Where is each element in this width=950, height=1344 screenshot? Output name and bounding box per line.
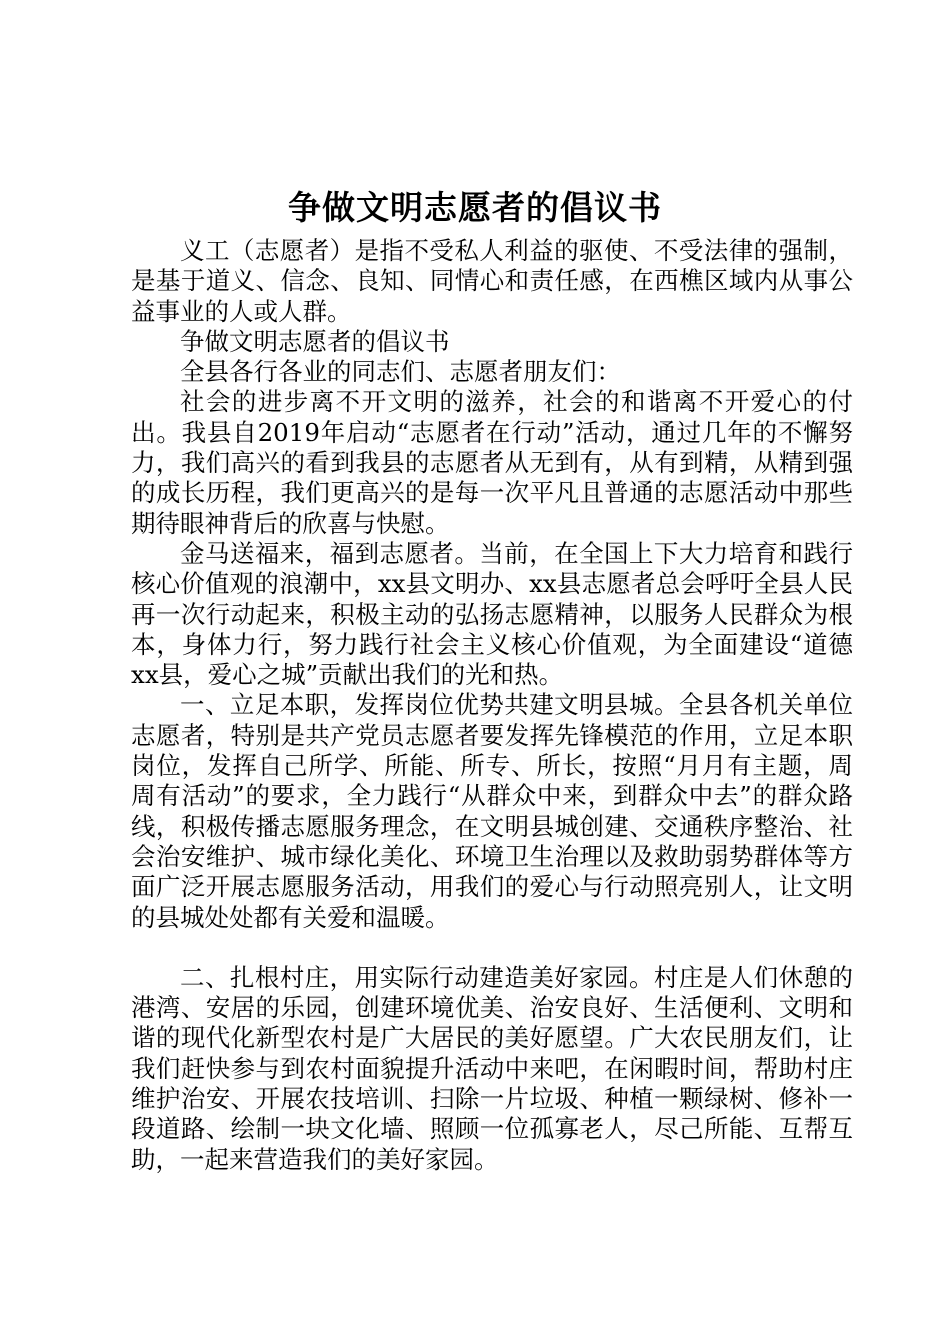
paragraph-progress: 社会的进步离不开文明的滋养，社会的和谐离不开爱心的付出。我县自2019年启动“志愿者在行动”活动，通过几年的不懈努力，我们高兴的看到我县的志愿者从无到有，从有到精，从精到强的成长历程，我们更高兴的是每一次平凡且普通的志愿活动中那些期待眼神背后的欣喜与快慰。 xyxy=(131,387,853,538)
document-title: 争做文明志愿者的倡议书 xyxy=(288,188,662,227)
paragraph-subtitle: 争做文明志愿者的倡议书 xyxy=(180,326,450,356)
paragraph-point-one: 一、立足本职，发挥岗位优势共建文明县城。全县各机关单位志愿者，特别是共产党员志愿者要发挥先锋模范的作用，立足本职岗位，发挥自己所学、所能、所专、所长，按照“月月有主题，周周有活动”的要求，全力践行“从群众中来，到群众中去”的群众路线，积极传播志愿服务理念，在文明县城创建、交通秩序整治、社会治安维护、城市绿化美化、环境卫生治理以及救助弱势群体等方面广泛开展志愿服务活动，用我们的爱心与行动照亮别人，让文明的县城处处都有关爱和温暖。 xyxy=(131,690,853,932)
paragraph-salutation: 全县各行各业的同志们、志愿者朋友们： xyxy=(180,357,621,387)
paragraph-intro: 义工（志愿者）是指不受私人利益的驱使、不受法律的强制，是基于道义、信念、良知、同情心和责任感，在西樵区域内从事公益事业的人或人群。 xyxy=(131,236,853,326)
paragraph-call: 金马送福来，福到志愿者。当前，在全国上下大力培育和践行核心价值观的浪潮中，xx县文明办、xx县志愿者总会呼吁全县人民再一次行动起来，积极主动的弘扬志愿精神，以服务人民群众为根本，身体力行，努力践行社会主义核心价值观，为全面建设“道德xx县，爱心之城”贡献出我们的光和热。 xyxy=(131,538,853,690)
paragraph-point-two: 二、扎根村庄，用实际行动建造美好家园。村庄是人们休憩的港湾、安居的乐园，创建环境优美、治安良好、生活便利、文明和谐的现代化新型农村是广大居民的美好愿望。广大农民朋友们，让我们赶快参与到农村面貌提升活动中来吧，在闲暇时间，帮助村庄维护治安、开展农技培训、扫除一片垃圾、种植一颗绿树、修补一段道路、绘制一块文化墙、照顾一位孤寡老人，尽己所能、互帮互助，一起来营造我们的美好家园。 xyxy=(131,962,853,1174)
document-body xyxy=(131,236,853,1175)
